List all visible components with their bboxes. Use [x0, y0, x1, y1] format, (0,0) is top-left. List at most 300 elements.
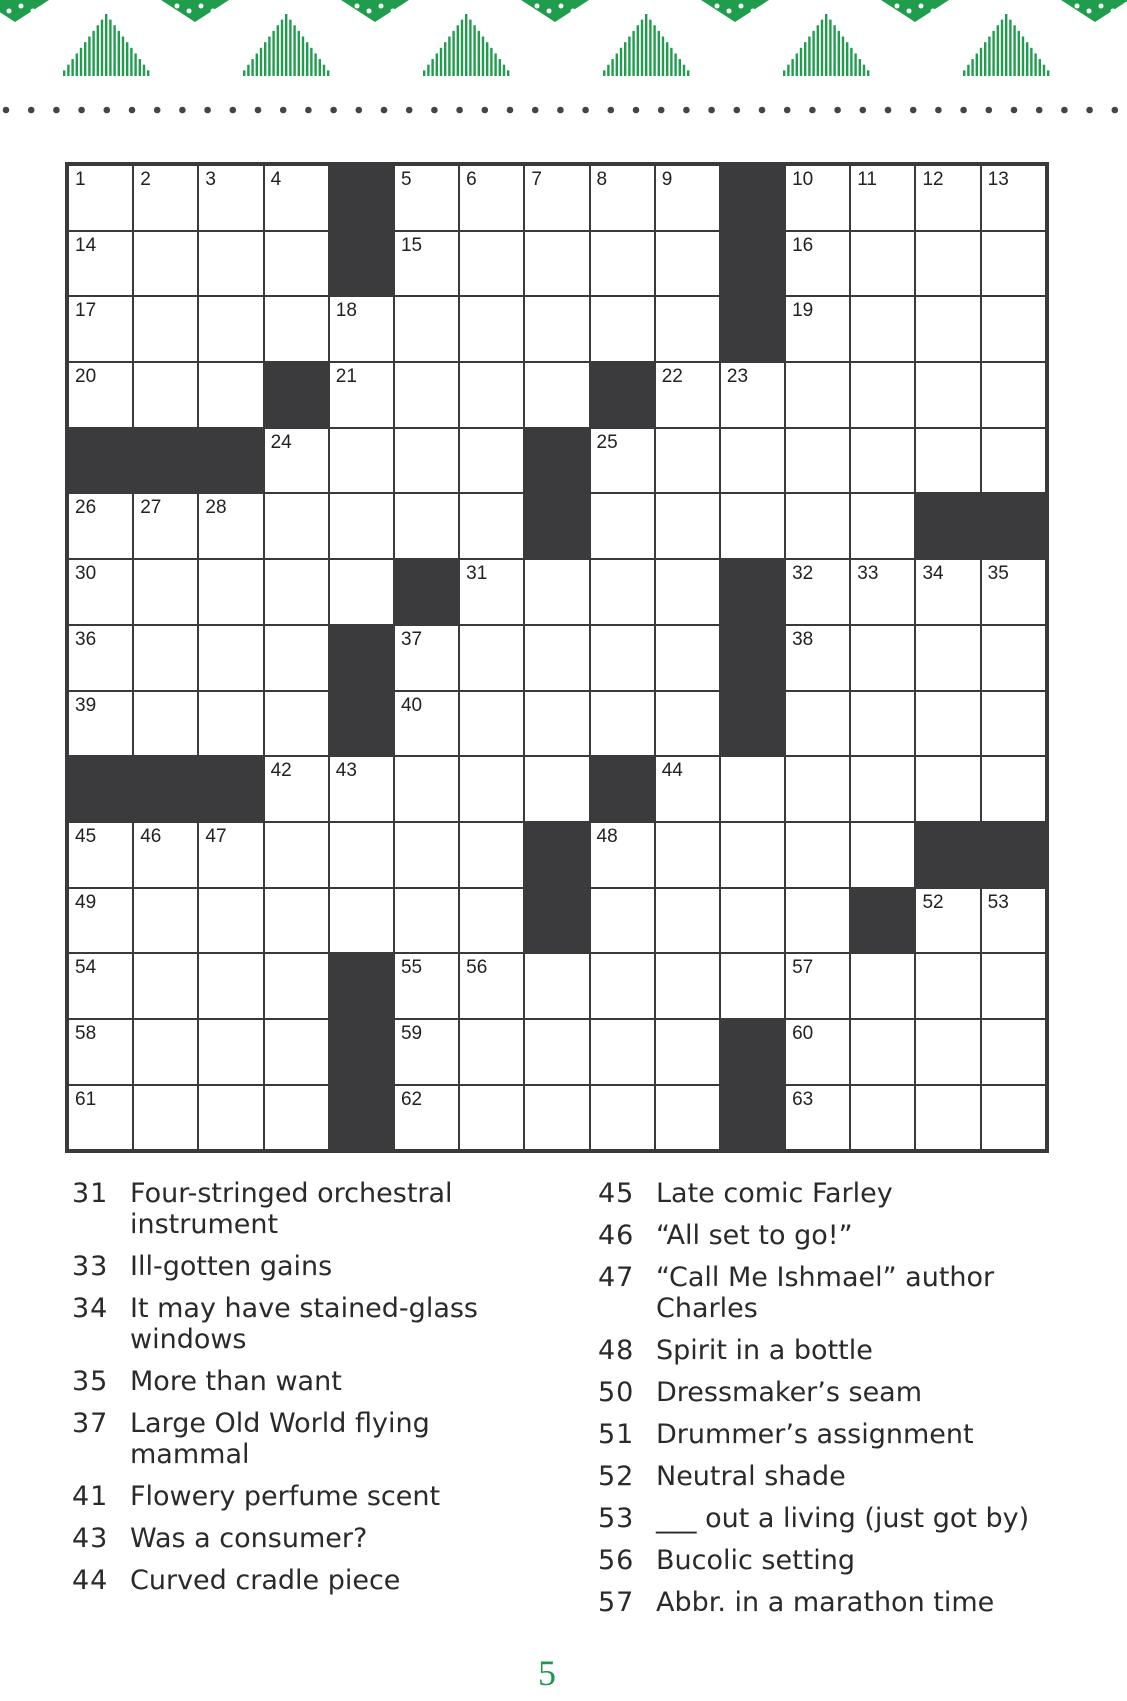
black-square: [720, 165, 785, 231]
grid-cell[interactable]: [981, 428, 1046, 494]
grid-cell[interactable]: [785, 822, 850, 888]
clue-number-label: 43: [335, 760, 357, 782]
clue-number-label: 38: [792, 628, 814, 650]
clue-number-label: 13: [987, 169, 1009, 190]
grid-cell[interactable]: [68, 691, 133, 757]
grid-cell[interactable]: [459, 756, 524, 822]
grid-cell[interactable]: [785, 756, 850, 822]
grid-cell[interactable]: [329, 493, 394, 559]
grid-cell[interactable]: [915, 953, 980, 1019]
grid-cell[interactable]: [590, 428, 655, 494]
grid-cell[interactable]: [133, 625, 198, 691]
grid-cell[interactable]: [785, 165, 850, 231]
banner-stripe: [603, 70, 605, 76]
banner-stripe: [486, 42, 488, 76]
banner-dot: [895, 4, 900, 9]
grid-cell[interactable]: [655, 822, 720, 888]
banner-stripe: [658, 31, 660, 76]
grid-cell[interactable]: [459, 165, 524, 231]
clue-number-label: 10: [792, 169, 814, 190]
grid-cell[interactable]: [590, 691, 655, 757]
grid-cell[interactable]: [459, 1085, 524, 1151]
grid-cell[interactable]: [655, 559, 720, 625]
divider-dot: [330, 107, 337, 114]
black-square: [198, 428, 263, 494]
grid-cell[interactable]: [459, 822, 524, 888]
grid-cell[interactable]: [655, 953, 720, 1019]
banner-dot: [547, 9, 552, 14]
clue-number-label: 62: [400, 1088, 423, 1110]
banner-dot: [391, 9, 396, 14]
clue-number-label: 7: [531, 169, 542, 190]
divider-dot: [809, 107, 816, 114]
clue-text: Flowery perfume scent: [130, 1481, 441, 1512]
grid-cell[interactable]: [785, 953, 850, 1019]
grid-cell[interactable]: [133, 822, 198, 888]
clue-number-label: 20: [75, 366, 97, 388]
grid-cell[interactable]: [394, 428, 459, 494]
divider-dot: [356, 107, 363, 114]
black-square: [915, 493, 980, 559]
divider-dot: [255, 107, 262, 114]
grid-cell[interactable]: [915, 231, 980, 297]
banner-stripe: [963, 70, 965, 76]
grid-cell[interactable]: [850, 165, 915, 231]
grid-cell[interactable]: [590, 559, 655, 625]
banner-stripe: [423, 70, 425, 76]
grid-cell[interactable]: [264, 822, 329, 888]
grid-cell[interactable]: [590, 165, 655, 231]
grid-cell[interactable]: [394, 231, 459, 297]
grid-cell[interactable]: [198, 822, 263, 888]
grid-cell[interactable]: [655, 1019, 720, 1085]
grid-cell[interactable]: [720, 756, 785, 822]
banner-stripe: [670, 48, 672, 76]
grid-cell[interactable]: [785, 493, 850, 559]
clue-number: 51: [598, 1419, 635, 1450]
clue-text: “Call Me Ishmael” author Charles: [656, 1262, 995, 1324]
grid-cell[interactable]: [590, 1019, 655, 1085]
grid-cell[interactable]: [459, 625, 524, 691]
grid-cell[interactable]: [655, 493, 720, 559]
grid-cell[interactable]: [394, 888, 459, 954]
grid-cell[interactable]: [785, 1085, 850, 1151]
grid-cell[interactable]: [68, 888, 133, 954]
banner-stripe: [63, 70, 65, 76]
grid-cell[interactable]: [655, 691, 720, 757]
grid-cell[interactable]: [655, 1085, 720, 1151]
grid-cell[interactable]: [590, 231, 655, 297]
clue-number-label: 54: [75, 957, 97, 979]
grid-cell[interactable]: [655, 231, 720, 297]
banner-stripe: [624, 42, 626, 76]
grid-cell[interactable]: [198, 559, 263, 625]
grid-cell[interactable]: [394, 493, 459, 559]
banner-stripe: [260, 48, 262, 76]
grid-cell[interactable]: [915, 1019, 980, 1085]
grid-cell[interactable]: [198, 1019, 263, 1085]
divider-dot: [456, 107, 463, 114]
grid-cell[interactable]: [264, 231, 329, 297]
grid-cell[interactable]: [198, 691, 263, 757]
clue-number-label: 21: [335, 366, 357, 388]
grid-cell[interactable]: [394, 362, 459, 428]
grid-cell[interactable]: [394, 296, 459, 362]
grid-cell[interactable]: [655, 165, 720, 231]
grid-cell[interactable]: [981, 756, 1046, 822]
grid-cell[interactable]: [850, 231, 915, 297]
grid-cell[interactable]: [785, 1019, 850, 1085]
grid-cell[interactable]: [264, 953, 329, 1019]
clue-number-label: 48: [596, 825, 618, 847]
grid-cell[interactable]: [524, 691, 589, 757]
grid-cell[interactable]: [915, 362, 980, 428]
grid-cell[interactable]: [198, 165, 263, 231]
banner-stripe: [482, 37, 484, 76]
banner-stripe: [616, 53, 618, 76]
grid-cell[interactable]: [329, 559, 394, 625]
grid-cell[interactable]: [459, 231, 524, 297]
grid-cell[interactable]: [655, 296, 720, 362]
clue-number-label: 52: [922, 891, 944, 913]
grid-cell[interactable]: [264, 1019, 329, 1085]
grid-cell[interactable]: [68, 165, 133, 231]
grid-cell[interactable]: [981, 231, 1046, 297]
grid-cell[interactable]: [981, 362, 1046, 428]
grid-cell[interactable]: [133, 493, 198, 559]
clue-number-label: 46: [140, 825, 162, 847]
clue-number-label: 4: [270, 169, 282, 190]
grid-cell[interactable]: [198, 296, 263, 362]
grid-cell[interactable]: [198, 888, 263, 954]
clue-number: 56: [598, 1545, 635, 1576]
banner-stripe: [1039, 59, 1041, 76]
grid-cell[interactable]: [133, 559, 198, 625]
grid-cell[interactable]: [524, 231, 589, 297]
banner-stripe: [473, 25, 475, 76]
divider-dot: [633, 107, 640, 114]
grid-cell[interactable]: [524, 165, 589, 231]
grid-cell[interactable]: [329, 362, 394, 428]
grid-cell[interactable]: [264, 428, 329, 494]
grid-cell[interactable]: [524, 1019, 589, 1085]
banner-stripe: [1030, 48, 1032, 76]
clue-list-left: [72, 1178, 542, 1607]
grid-cell[interactable]: [981, 296, 1046, 362]
grid-cell[interactable]: [850, 362, 915, 428]
black-square: [981, 822, 1046, 888]
clue-number-label: 63: [792, 1088, 814, 1110]
grid-cell[interactable]: [915, 691, 980, 757]
grid-cell[interactable]: [264, 296, 329, 362]
grid-cell[interactable]: [68, 362, 133, 428]
banner-stripe: [850, 48, 852, 76]
grid-cell[interactable]: [981, 953, 1046, 1019]
grid-cell[interactable]: [329, 296, 394, 362]
grid-cell[interactable]: [198, 1085, 263, 1151]
grid-cell[interactable]: [264, 559, 329, 625]
grid-cell[interactable]: [459, 888, 524, 954]
grid-cell[interactable]: [133, 691, 198, 757]
grid-cell[interactable]: [524, 953, 589, 1019]
clue-item: [598, 1178, 1098, 1209]
clue-number-label: 49: [75, 891, 97, 913]
grid-cell[interactable]: [524, 296, 589, 362]
grid-cell[interactable]: [459, 559, 524, 625]
grid-cell[interactable]: [198, 362, 263, 428]
grid-cell[interactable]: [590, 822, 655, 888]
grid-cell[interactable]: [394, 953, 459, 1019]
grid-cell[interactable]: [459, 691, 524, 757]
grid-cell[interactable]: [785, 362, 850, 428]
grid-cell[interactable]: [785, 559, 850, 625]
clue-number: 34: [72, 1293, 109, 1324]
grid-cell[interactable]: [915, 625, 980, 691]
grid-cell[interactable]: [981, 559, 1046, 625]
clue-text: More than want: [130, 1366, 342, 1397]
grid-cell[interactable]: [850, 953, 915, 1019]
banner-stripe: [1047, 70, 1049, 76]
divider-dot: [305, 107, 312, 114]
clue-number: 53: [598, 1503, 635, 1534]
grid-cell[interactable]: [524, 559, 589, 625]
grid-cell[interactable]: [850, 1085, 915, 1151]
banner-dot: [1111, 9, 1116, 14]
grid-cell[interactable]: [394, 165, 459, 231]
grid-cell[interactable]: [68, 822, 133, 888]
clue-text: Large Old World flying mammal: [130, 1408, 430, 1470]
clue-number-label: 18: [335, 300, 357, 322]
grid-cell[interactable]: [655, 756, 720, 822]
grid-cell[interactable]: [524, 756, 589, 822]
grid-cell[interactable]: [264, 1085, 329, 1151]
grid-cell[interactable]: [915, 428, 980, 494]
grid-cell[interactable]: [850, 296, 915, 362]
grid-cell[interactable]: [459, 493, 524, 559]
divider-dot: [1112, 107, 1119, 114]
grid-cell[interactable]: [785, 691, 850, 757]
black-square: [720, 1019, 785, 1085]
black-square: [133, 428, 198, 494]
grid-cell[interactable]: [198, 493, 263, 559]
grid-cell[interactable]: [68, 493, 133, 559]
grid-cell[interactable]: [264, 691, 329, 757]
grid-cell[interactable]: [590, 296, 655, 362]
banner-stripe: [277, 25, 279, 76]
banner-stripe: [611, 59, 613, 76]
clue-text: Abbr. in a marathon time: [656, 1587, 995, 1618]
grid-cell[interactable]: [981, 691, 1046, 757]
banner-stripe: [97, 25, 99, 76]
grid-cell[interactable]: [915, 1085, 980, 1151]
divider-dot: [280, 107, 287, 114]
grid-cell[interactable]: [981, 1085, 1046, 1151]
grid-cell[interactable]: [590, 953, 655, 1019]
grid-cell[interactable]: [394, 1085, 459, 1151]
clue-text: Ill-gotten gains: [130, 1251, 333, 1282]
grid-cell[interactable]: [655, 428, 720, 494]
grid-cell[interactable]: [524, 362, 589, 428]
grid-cell[interactable]: [590, 493, 655, 559]
banner-stripe: [84, 42, 86, 76]
clue-number-label: 27: [140, 497, 162, 519]
grid-cell[interactable]: [720, 888, 785, 954]
grid-cell[interactable]: [68, 559, 133, 625]
banner-stripe: [109, 20, 111, 76]
black-square: [198, 756, 263, 822]
banner-stripe: [461, 20, 463, 76]
grid-cell[interactable]: [133, 953, 198, 1019]
clue-number: 52: [598, 1461, 635, 1492]
black-square: [329, 691, 394, 757]
banner-stripe: [251, 59, 253, 76]
banner-dot: [19, 4, 24, 9]
clue-number-label: 45: [75, 825, 97, 847]
grid-cell[interactable]: [850, 1019, 915, 1085]
grid-cell[interactable]: [720, 953, 785, 1019]
black-square: [264, 362, 329, 428]
grid-cell[interactable]: [459, 1019, 524, 1085]
grid-cell[interactable]: [198, 625, 263, 691]
grid-cell[interactable]: [850, 625, 915, 691]
banner-stripe: [859, 59, 861, 76]
grid-cell[interactable]: [329, 822, 394, 888]
grid-cell[interactable]: [590, 888, 655, 954]
grid-cell[interactable]: [459, 428, 524, 494]
grid-cell[interactable]: [394, 756, 459, 822]
grid-cell[interactable]: [133, 231, 198, 297]
grid-cell[interactable]: [133, 296, 198, 362]
clue-number-label: 61: [75, 1088, 97, 1110]
grid-cell[interactable]: [524, 625, 589, 691]
grid-cell[interactable]: [655, 888, 720, 954]
grid-cell[interactable]: [264, 625, 329, 691]
clue-text: “All set to go!”: [656, 1220, 853, 1251]
grid-cell[interactable]: [264, 756, 329, 822]
divider-dot: [532, 107, 539, 114]
grid-cell[interactable]: [459, 296, 524, 362]
black-square: [981, 493, 1046, 559]
banner-dot: [535, 4, 540, 9]
grid-cell[interactable]: [915, 165, 980, 231]
grid-cell[interactable]: [329, 756, 394, 822]
grid-cell[interactable]: [459, 953, 524, 1019]
grid-cell[interactable]: [133, 1085, 198, 1151]
grid-cell[interactable]: [915, 559, 980, 625]
grid-cell[interactable]: [329, 428, 394, 494]
grid-cell[interactable]: [850, 691, 915, 757]
clue-number-label: 32: [792, 563, 814, 585]
banner-stripe: [478, 31, 480, 76]
banner-stripe: [440, 48, 442, 76]
grid-cell[interactable]: [981, 625, 1046, 691]
grid-cell[interactable]: [785, 888, 850, 954]
grid-cell[interactable]: [720, 822, 785, 888]
crossword-grid: [65, 162, 1049, 1153]
grid-cell[interactable]: [981, 888, 1046, 954]
divider-dot: [381, 107, 388, 114]
decorative-banner: [0, 0, 1127, 80]
grid-cell[interactable]: [655, 362, 720, 428]
grid-cell[interactable]: [133, 888, 198, 954]
banner-dot: [199, 4, 204, 9]
grid-cell[interactable]: [133, 1019, 198, 1085]
grid-cell[interactable]: [198, 231, 263, 297]
grid-cell[interactable]: [655, 625, 720, 691]
banner-stripe: [268, 37, 270, 76]
grid-cell[interactable]: [394, 625, 459, 691]
grid-cell[interactable]: [133, 165, 198, 231]
clue-number-label: 26: [75, 497, 97, 519]
clue-item: [72, 1481, 542, 1512]
grid-cell[interactable]: [785, 625, 850, 691]
banner-stripe: [243, 70, 245, 76]
grid-cell[interactable]: [68, 296, 133, 362]
clue-item: [598, 1377, 1098, 1408]
banner-stripe: [628, 37, 630, 76]
grid-cell[interactable]: [329, 888, 394, 954]
grid-cell[interactable]: [459, 362, 524, 428]
grid-cell[interactable]: [133, 362, 198, 428]
grid-cell[interactable]: [394, 691, 459, 757]
grid-cell[interactable]: [720, 428, 785, 494]
grid-cell[interactable]: [264, 493, 329, 559]
grid-cell[interactable]: [394, 822, 459, 888]
grid-cell[interactable]: [785, 231, 850, 297]
grid-cell[interactable]: [785, 428, 850, 494]
grid-cell[interactable]: [68, 1019, 133, 1085]
grid-cell[interactable]: [590, 1085, 655, 1151]
black-square: [329, 1019, 394, 1085]
banner-stripe: [1001, 20, 1003, 76]
grid-cell[interactable]: [785, 296, 850, 362]
banner-stripe: [833, 25, 835, 76]
divider-dot: [557, 107, 564, 114]
grid-cell[interactable]: [915, 888, 980, 954]
grid-cell[interactable]: [68, 1085, 133, 1151]
clue-text: Bucolic setting: [656, 1545, 856, 1576]
clue-text: Late comic Farley: [656, 1178, 893, 1209]
grid-cell[interactable]: [981, 1019, 1046, 1085]
grid-cell[interactable]: [68, 625, 133, 691]
grid-cell[interactable]: [198, 953, 263, 1019]
grid-cell[interactable]: [68, 953, 133, 1019]
grid-cell[interactable]: [850, 493, 915, 559]
grid-cell[interactable]: [590, 625, 655, 691]
grid-cell[interactable]: [720, 362, 785, 428]
grid-cell[interactable]: [850, 559, 915, 625]
clue-number-label: 39: [75, 694, 97, 716]
banner-stripe: [507, 70, 509, 76]
grid-cell[interactable]: [524, 1085, 589, 1151]
grid-cell[interactable]: [915, 756, 980, 822]
black-square: [68, 756, 133, 822]
grid-cell[interactable]: [981, 165, 1046, 231]
grid-cell[interactable]: [915, 296, 980, 362]
banner-stripe: [842, 37, 844, 76]
divider-dot: [179, 107, 186, 114]
grid-cell[interactable]: [68, 231, 133, 297]
clue-number: 50: [598, 1377, 635, 1408]
grid-cell[interactable]: [264, 165, 329, 231]
grid-cell[interactable]: [850, 428, 915, 494]
grid-cell[interactable]: [850, 822, 915, 888]
grid-cell[interactable]: [394, 1019, 459, 1085]
grid-cell[interactable]: [720, 493, 785, 559]
grid-cell[interactable]: [850, 756, 915, 822]
grid-cell[interactable]: [264, 888, 329, 954]
clue-text: Dressmaker’s seam: [656, 1377, 923, 1408]
